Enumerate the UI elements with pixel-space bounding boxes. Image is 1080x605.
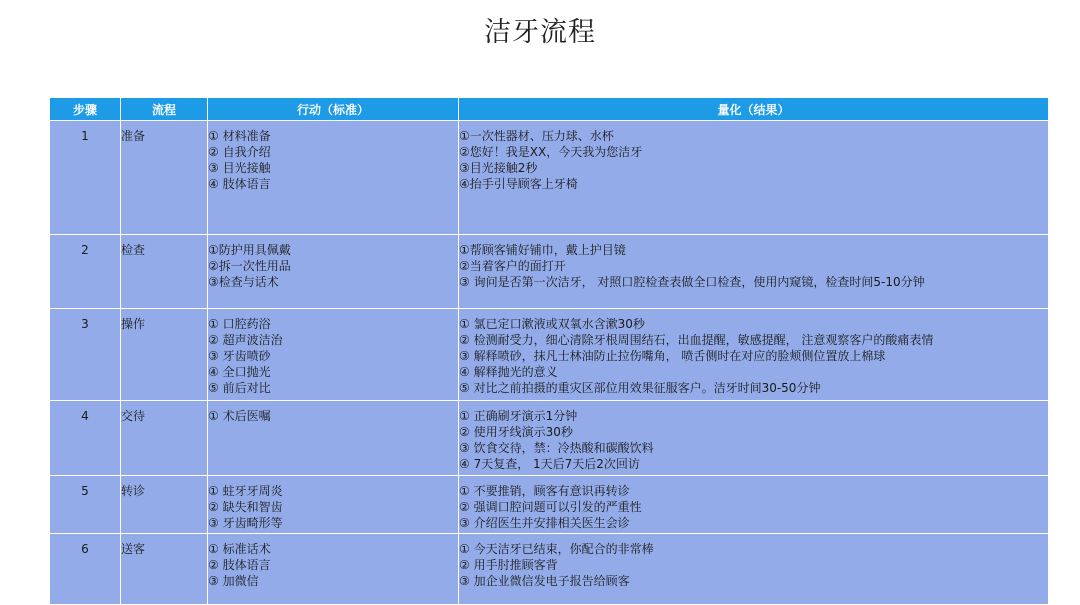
result-item: ③ 询问是否第一次洁牙， 对照口腔检查表做全口检查，使用内窥镜，检查时间5-10分钟 xyxy=(459,275,925,289)
result-cell xyxy=(459,121,1049,235)
result-item: ④ 7天复查， 1天后7天后2次回访 xyxy=(459,457,640,471)
step-cell: 6 xyxy=(50,534,121,605)
step-cell: 1 xyxy=(50,121,121,235)
table-header-row xyxy=(50,98,1049,121)
result-item: ⑤ 对比之前拍摄的重灾区部位用效果征服客户。洁牙时间30-50分钟 xyxy=(459,381,821,395)
result-item: ① 氯已定口漱液或双氧水含漱30秒 xyxy=(459,317,645,331)
action-item: ① 蛀牙牙周炎 xyxy=(208,484,283,498)
action-cell xyxy=(208,235,459,309)
action-item: ④ 全口抛光 xyxy=(208,365,271,379)
action-item: ⑤ 前后对比 xyxy=(208,381,271,395)
action-item: ③ 目光接触 xyxy=(208,161,271,175)
header-step: 步骤 xyxy=(50,98,121,121)
result-cell xyxy=(459,476,1049,534)
table-row xyxy=(50,309,1049,401)
step-cell: 3 xyxy=(50,309,121,401)
action-item: ① 标准话术 xyxy=(208,542,271,556)
action-item: ①防护用具佩戴 xyxy=(208,243,291,257)
action-item: ② 自我介绍 xyxy=(208,145,271,159)
result-item: ④抬手引导顾客上牙椅 xyxy=(459,177,578,191)
action-cell xyxy=(208,309,459,401)
result-item: ② 使用牙线演示30秒 xyxy=(459,425,573,439)
action-item: ④ 肢体语言 xyxy=(208,177,271,191)
action-item: ① 口腔药浴 xyxy=(208,317,271,331)
result-item: ②您好！我是XX，今天我为您洁牙 xyxy=(459,145,643,159)
action-cell xyxy=(208,121,459,235)
result-item: ①一次性器材、压力球、水杯 xyxy=(459,129,614,143)
header-action: 行动（标准） xyxy=(208,98,459,121)
result-cell xyxy=(459,235,1049,309)
action-item: ② 超声波洁治 xyxy=(208,333,283,347)
result-item: ② 强调口腔问题可以引发的严重性 xyxy=(459,500,642,514)
process-cell: 转诊 xyxy=(121,476,208,534)
process-cell: 交待 xyxy=(121,401,208,476)
action-item: ① 术后医嘱 xyxy=(208,409,271,423)
result-item: ② 检测耐受力，细心清除牙根周围结石，出血提醒，敏感提醒， 注意观察客户的酸痛表情 xyxy=(459,333,934,347)
action-item: ① 材料准备 xyxy=(208,129,271,143)
action-item: ③ 牙齿畸形等 xyxy=(208,516,283,530)
page-title: 洁牙流程 xyxy=(484,17,596,48)
action-item: ② 缺失和智齿 xyxy=(208,500,283,514)
result-item: ③目光接触2秒 xyxy=(459,161,538,175)
result-item: ③ 饮食交待，禁：冷热酸和碳酸饮料 xyxy=(459,441,654,455)
action-item: ②拆一次性用品 xyxy=(208,259,291,273)
action-item: ③检查与话术 xyxy=(208,275,279,289)
table-row xyxy=(50,401,1049,476)
header-result: 量化（结果） xyxy=(459,98,1049,121)
result-item: ②当着客户的面打开 xyxy=(459,259,566,273)
process-table xyxy=(49,97,1049,605)
table-row xyxy=(50,476,1049,534)
action-item: ③ 加微信 xyxy=(208,574,259,588)
step-cell: 2 xyxy=(50,235,121,309)
process-cell: 操作 xyxy=(121,309,208,401)
result-item: ② 用手肘推顾客背 xyxy=(459,558,558,572)
process-cell: 送客 xyxy=(121,534,208,605)
result-cell xyxy=(459,401,1049,476)
action-cell xyxy=(208,401,459,476)
result-item: ①帮顾客铺好铺巾，戴上护目镜 xyxy=(459,243,626,257)
result-cell xyxy=(459,534,1049,605)
action-item: ② 肢体语言 xyxy=(208,558,271,572)
table-row xyxy=(50,121,1049,235)
result-item: ① 今天洁牙已结束，你配合的非常棒 xyxy=(459,542,654,556)
step-cell: 5 xyxy=(50,476,121,534)
step-cell: 4 xyxy=(50,401,121,476)
result-item: ① 不要推销，顾客有意识再转诊 xyxy=(459,484,630,498)
result-cell xyxy=(459,309,1049,401)
header-process: 流程 xyxy=(121,98,208,121)
result-item: ③ 加企业微信发电子报告给顾客 xyxy=(459,574,630,588)
table-row xyxy=(50,235,1049,309)
result-item: ④ 解释抛光的意义 xyxy=(459,365,558,379)
process-cell: 检查 xyxy=(121,235,208,309)
action-item: ③ 牙齿喷砂 xyxy=(208,349,271,363)
action-cell xyxy=(208,476,459,534)
result-item: ③ 解释喷砂，抹凡士林油防止拉伤嘴角， 喷舌侧时在对应的脸颊侧位置放上棉球 xyxy=(459,349,886,363)
process-cell: 准备 xyxy=(121,121,208,235)
table-row xyxy=(50,534,1049,605)
result-item: ① 正确刷牙演示1分钟 xyxy=(459,409,578,423)
action-cell xyxy=(208,534,459,605)
result-item: ③ 介绍医生并安排相关医生会诊 xyxy=(459,516,630,530)
